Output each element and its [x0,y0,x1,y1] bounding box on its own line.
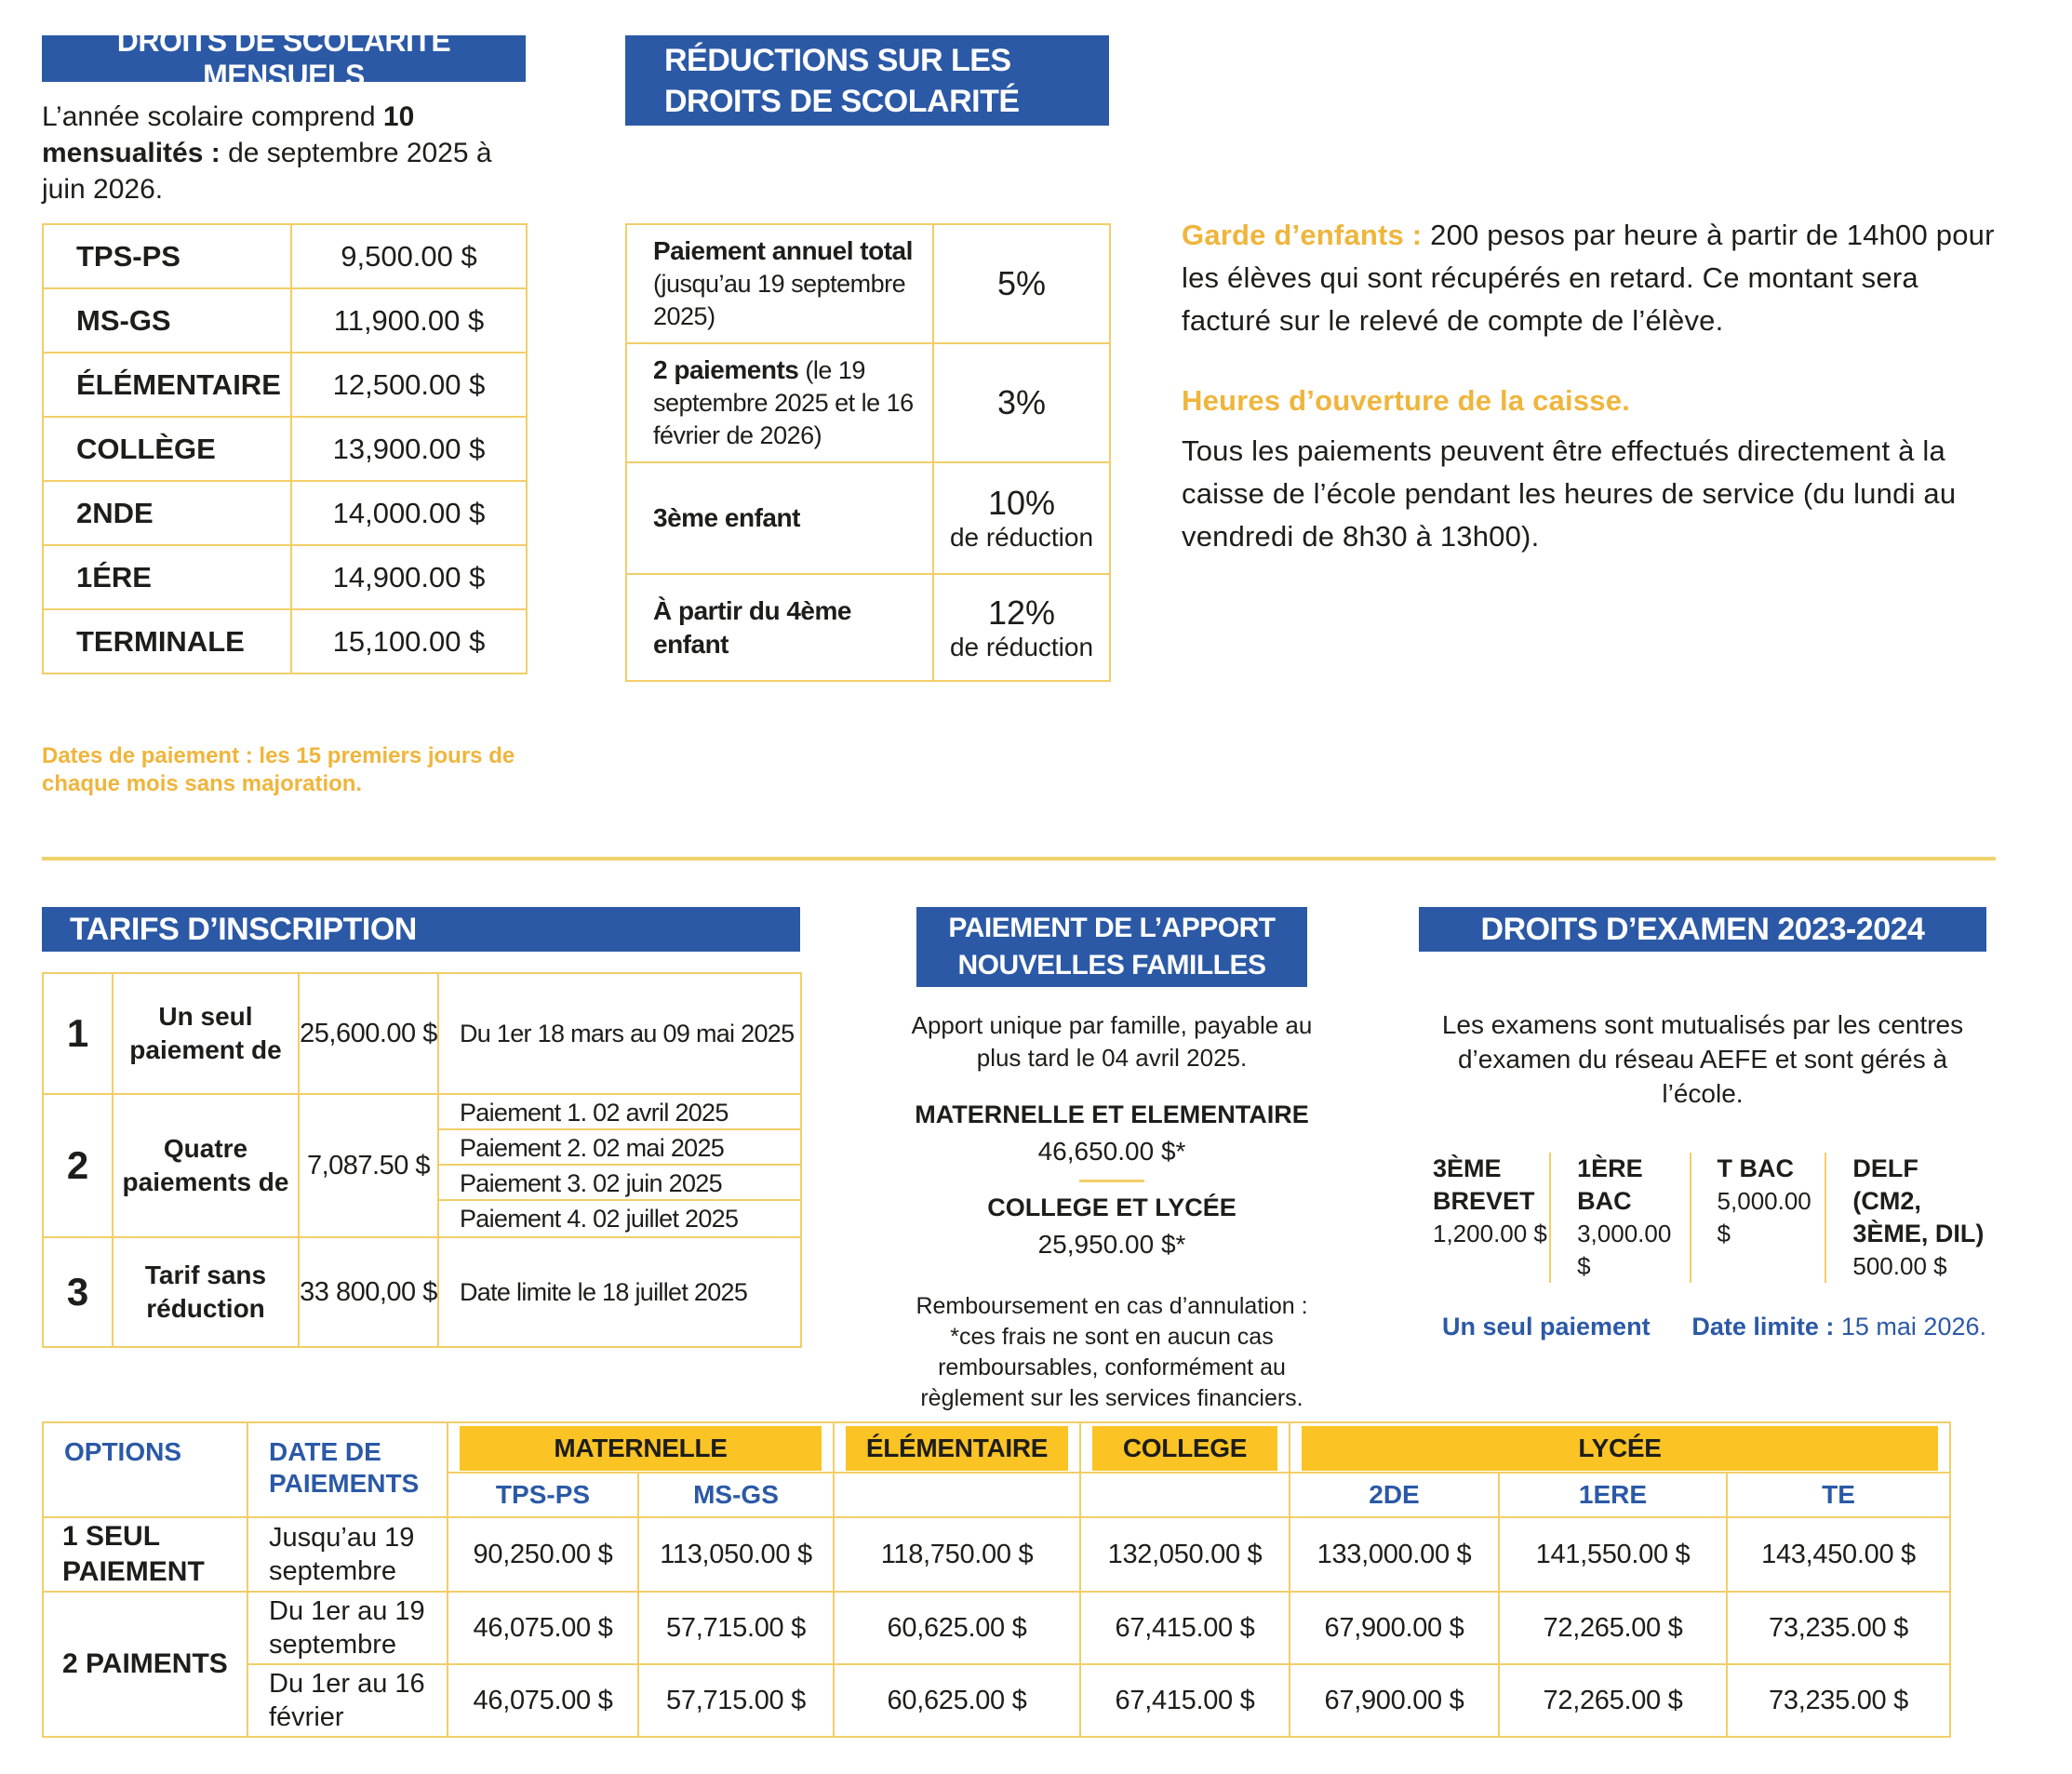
grade-fee: 11,900.00 $ [291,288,527,353]
reduction-label-bold: 2 paiements [653,355,799,384]
exam-fees-section [1419,907,1986,1341]
group-header-row [43,1422,1950,1473]
option-label: Tarif sans réduction [113,1237,299,1347]
exam-fees-intro: Les examens sont mutualisés par les centres d’examen du réseau AEFE et sont gérés à l’école. [1441,1010,1964,1108]
fee-value: 72,265.00 $ [1499,1592,1727,1664]
monthly-fees-title: DROITS DE SCOLARITÉ MENSUELS [116,24,451,92]
intro-prefix: L’année scolaire comprend [42,101,383,132]
fee-value: 73,235.00 $ [1727,1664,1950,1737]
fee-value: 67,900.00 $ [1290,1664,1499,1737]
apport-item1-value: 46,650.00 $* [1037,1137,1186,1166]
apport-refund-note: Remboursement en cas d’annulation : *ces frais ne sont en aucun cas remboursables, conformément au règlement sur les services financiers. [916,1293,1308,1411]
apport-divider [1079,1180,1144,1182]
reduction-label [626,574,933,681]
percent-note: de réduction [949,523,1094,552]
grade-fee: 14,900.00 $ [291,545,527,609]
reductions-title-line2: DROITS DE SCOLARITÉ [664,83,1020,119]
intro-bold: 10 mensualités : [42,101,415,168]
percent: 12% [987,593,1056,632]
exam-item [1549,1153,1689,1283]
info-block [1182,214,2005,558]
table-row [626,462,1110,574]
sub-header-elementaire [834,1473,1080,1517]
grade-fee: 15,100.00 $ [291,609,527,674]
reduction-label-bold: À partir du 4ème enfant [653,595,851,659]
group-lycee: LYCÉE [1302,1426,1938,1471]
option-amount: 7,087.50 $ [299,1094,438,1237]
option-date: Du 1er au 16 février [247,1664,448,1737]
table-row [43,353,527,417]
inscription-header [42,907,800,952]
fee-value: 67,415.00 $ [1080,1664,1290,1737]
grade-label: TERMINALE [43,609,291,674]
table-row [626,574,1110,681]
option-dates: Date limite le 18 juillet 2025 [438,1237,801,1347]
apport-item1-label: MATERNELLE ET ELEMENTAIRE [915,1100,1309,1128]
group-elementaire-cell [834,1422,1080,1473]
table-row [43,417,527,481]
sub-header-te: TE [1727,1473,1950,1517]
reduction-value [933,224,1110,343]
fee-value: 57,715.00 $ [638,1664,834,1737]
fee-value: 60,625.00 $ [834,1592,1080,1664]
percent: 10% [987,484,1056,522]
exam-fees-items [1419,1153,1986,1283]
childcare-paragraph [1182,214,2005,342]
exam-item [1825,1153,1986,1283]
percent: 5% [996,264,1047,302]
fee-value: 57,715.00 $ [638,1592,834,1664]
fee-value: 141,550.00 $ [1499,1517,1727,1592]
intro-suffix: de septembre 2025 à juin 2026. [42,138,492,205]
apport-title-line1: PAIEMENT DE L’APPORT [948,913,1276,943]
table-row [43,609,527,674]
fee-value: 143,450.00 $ [1727,1517,1950,1592]
reductions-table [625,223,1111,682]
group-lycee-cell [1290,1422,1950,1473]
apport-section [907,907,1317,1414]
grade-fee: 13,900.00 $ [291,417,527,481]
group-college-cell [1080,1422,1290,1473]
reductions-header [625,35,1109,126]
table-row [43,1664,1950,1737]
fee-value: 118,750.00 $ [834,1517,1080,1592]
sub-header-2de: 2DE [1290,1473,1499,1517]
inscription-table [42,972,802,1348]
exam-item-value: 3,000.00 $ [1577,1220,1672,1280]
percent: 3% [996,383,1047,421]
group-elementaire: ÉLÉMENTAIRE [846,1426,1068,1471]
childcare-label: Garde d’enfants : [1182,219,1423,251]
exam-item [1419,1153,1549,1283]
reduction-value [933,343,1110,462]
option-amount: 33 800,00 $ [299,1237,438,1347]
group-maternelle-cell [448,1422,834,1473]
exam-deadline-date: 15 mai 2026. [1834,1313,1986,1341]
payment-date: Paiement 2. 02 mai 2025 [439,1130,800,1166]
fee-value: 72,265.00 $ [1499,1664,1727,1737]
table-row [43,1592,1950,1664]
exam-fees-footer [1419,1313,1986,1341]
reduction-label [626,462,933,574]
exam-deadline-label: Date limite : [1691,1313,1835,1341]
sub-header-1ere: 1ERE [1499,1473,1727,1517]
grade-label: COLLÈGE [43,417,291,481]
fee-value: 46,075.00 $ [448,1592,638,1664]
exam-fees-header [1419,907,1986,952]
table-row [43,973,801,1094]
cash-desk-hours-title: Heures d’ouverture de la caisse. [1182,384,1630,417]
reduction-label [626,224,933,343]
payment-date: Paiement 3. 02 juin 2025 [439,1166,800,1201]
payment-date: Paiement 1. 02 avril 2025 [439,1095,800,1130]
reduction-value [933,574,1110,681]
cash-desk-hours-text: Tous les paiements peuvent être effectués directement à la caisse de l’école pendant les heures de service (du lundi au vendredi de 8h30 à 13h00). [1182,434,1957,553]
grade-label: 2NDE [43,481,291,545]
table-row [43,1517,1950,1592]
option-date: Du 1er au 19 septembre [247,1592,448,1664]
exam-item-label: T BAC [1717,1154,1795,1182]
group-college: COLLEGE [1092,1426,1277,1471]
option-number: 2 [43,1094,113,1237]
grade-label: MS-GS [43,288,291,353]
exam-item [1690,1153,1825,1283]
exam-item-label: DELF (CM2, 3ÈME, DIL) [1852,1154,1985,1247]
sub-header-tps-ps: TPS-PS [448,1473,638,1517]
table-row [43,1237,801,1347]
fee-value: 132,050.00 $ [1080,1517,1290,1592]
apport-title-line2: NOUVELLES FAMILLES [957,950,1266,980]
grade-label: TPS-PS [43,224,291,288]
grade-label: 1ÉRE [43,545,291,609]
table-row [43,545,527,609]
fee-value: 90,250.00 $ [448,1517,638,1592]
grade-fee: 14,000.00 $ [291,481,527,545]
grade-fee: 9,500.00 $ [291,224,527,288]
option-dates: Du 1er 18 mars au 09 mai 2025 [438,973,801,1094]
table-row [43,224,527,288]
option-label: Quatre paiements de [113,1094,299,1237]
childcare-text: 200 pesos par heure à partir de 14h00 pour les élèves qui sont récupérés en retard. Ce montant sera facturé sur le relevé de compte de l’élève. [1182,219,1995,337]
exam-single-payment: Un seul paiement [1442,1313,1651,1341]
apport-item2-label: COLLEGE ET LYCÉE [987,1194,1237,1221]
reduction-label-bold: 3ème enfant [653,503,800,532]
fee-value: 73,235.00 $ [1727,1592,1950,1664]
reduction-value [933,462,1110,574]
table-row [626,224,1110,343]
percent-note: de réduction [949,632,1094,661]
fee-value: 60,625.00 $ [834,1664,1080,1737]
group-maternelle: MATERNELLE [460,1426,822,1471]
exam-item-value: 5,000.00 $ [1717,1187,1811,1247]
sub-header-college [1080,1473,1290,1517]
option-amount: 25,600.00 $ [299,973,438,1094]
col-header-options: OPTIONS [43,1422,247,1517]
option-number: 1 [43,973,113,1094]
fee-value: 67,900.00 $ [1290,1592,1499,1664]
apport-item2-value: 25,950.00 $* [1037,1230,1186,1259]
reduction-label [626,343,933,462]
option-label: 2 PAIMENTS [43,1592,247,1737]
grade-fee: 12,500.00 $ [291,353,527,417]
table-row [43,481,527,545]
option-number: 3 [43,1237,113,1347]
exam-item-value: 500.00 $ [1852,1252,1947,1280]
fee-value: 113,050.00 $ [638,1517,834,1592]
reduction-label-rest: (le 19 septembre 2025 et le 16 février de 2026) [653,356,914,449]
option-label: 1 SEUL PAIEMENT [43,1517,247,1592]
payment-dates-note: Dates de paiement : les 15 premiers jours de chaque mois sans majoration. [42,743,515,796]
apport-header [916,907,1307,987]
table-row [43,288,527,353]
option-date: Jusqu’au 19 septembre [247,1517,448,1592]
grade-label: ÉLÉMENTAIRE [43,353,291,417]
fee-value: 133,000.00 $ [1290,1517,1499,1592]
section-divider [42,857,1996,860]
exam-deadline [1691,1313,1986,1341]
reduction-label-bold: Paiement annuel total [653,236,913,265]
fee-value: 46,075.00 $ [448,1664,638,1737]
col-header-dates: DATE DE PAIEMENTS [247,1422,448,1517]
exam-item-value: 1,200.00 $ [1433,1220,1547,1247]
apport-intro: Apport unique par famille, payable au plus tard le 04 avril 2025. [911,1011,1313,1072]
exam-fees-title: DROITS D’EXAMEN 2023-2024 [1480,911,1925,947]
monthly-fees-header [42,24,526,92]
reductions-title-line1: RÉDUCTIONS SUR LES [664,42,1011,78]
table-row [626,343,1110,462]
reduction-label-rest: (jusqu’au 19 septembre 2025) [653,270,906,330]
monthly-fees-table [42,223,528,674]
option-dates [438,1094,801,1237]
inscription-title: TARIFS D’INSCRIPTION [70,911,417,947]
exam-item-label: 1ÈRE BAC [1577,1154,1643,1215]
fee-value: 67,415.00 $ [1080,1592,1290,1664]
table-row [43,1094,801,1237]
sub-header-ms-gs: MS-GS [638,1473,834,1517]
exam-item-label: 3ÈME BREVET [1433,1154,1535,1215]
monthly-fees-intro [42,99,535,207]
payment-date: Paiement 4. 02 juillet 2025 [460,1205,739,1233]
annual-options-table [42,1421,1951,1738]
option-label: Un seul paiement de [113,973,299,1094]
